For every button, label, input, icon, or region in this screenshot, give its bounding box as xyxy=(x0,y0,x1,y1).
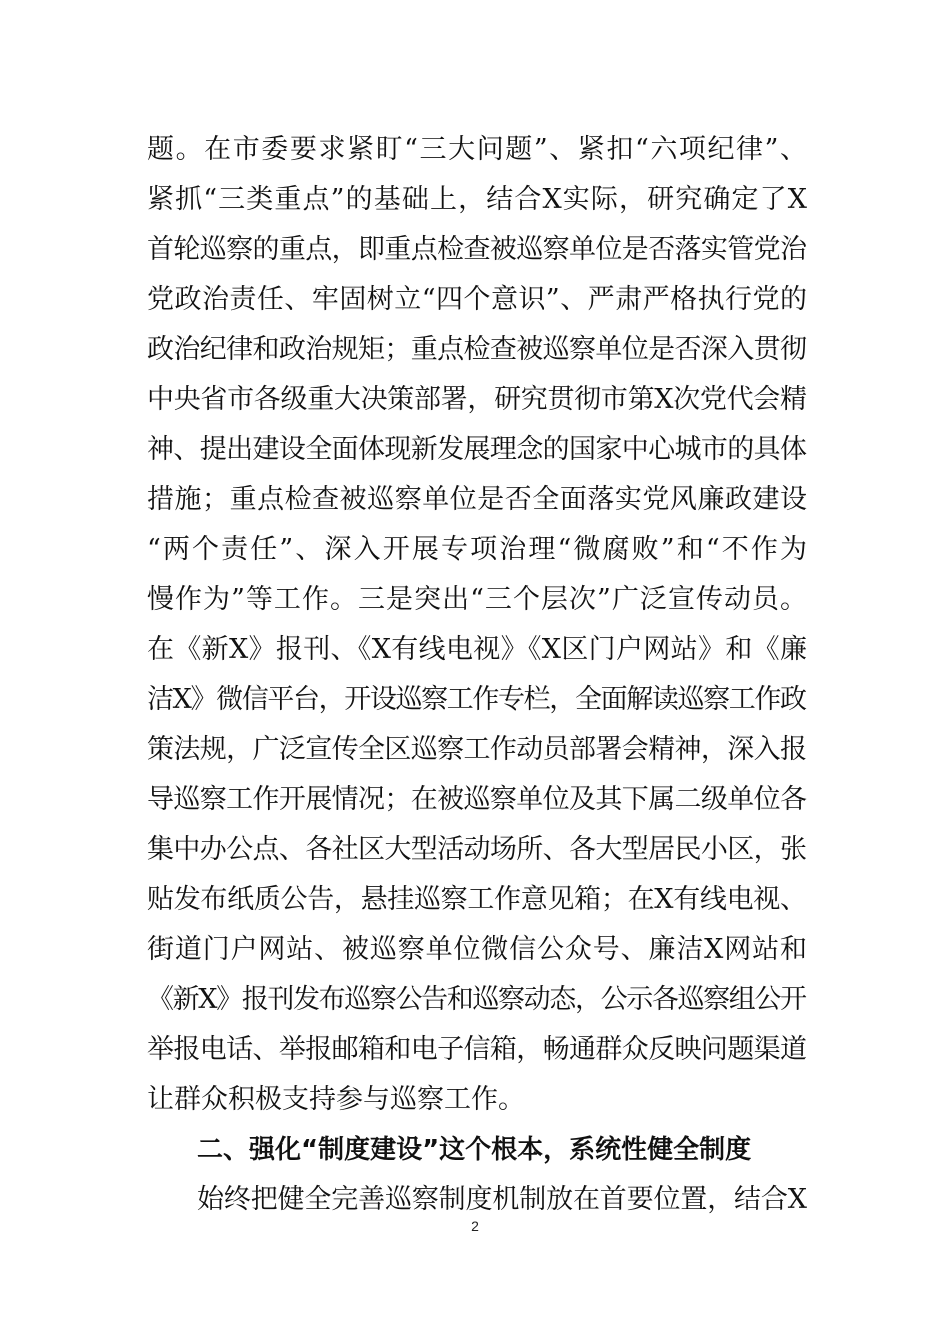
body-text-line: 首轮巡察的重点，即重点检查被巡察单位是否落实管党治 xyxy=(147,234,807,265)
body-text-line: 党政治责任、牢固树立“四个意识”、严肃严格执行党的 xyxy=(147,284,808,315)
body-text-line: 紧抓“三类重点”的基础上，结合X实际，研究确定了X xyxy=(147,184,809,215)
body-text-line: 政治纪律和政治规矩；重点检查被巡察单位是否深入贯彻 xyxy=(147,334,807,365)
body-text-line: 策法规，广泛宣传全区巡察工作动员部署会精神，深入报 xyxy=(147,734,807,765)
body-text-line: 洁X》微信平台，开设巡察工作专栏，全面解读巡察工作政 xyxy=(147,684,806,715)
body-text-line: 举报电话、举报邮箱和电子信箱，畅通群众反映问题渠道 xyxy=(147,1034,807,1065)
body-text-line: 街道门户网站、被巡察单位微信公众号、廉洁X网站和 xyxy=(147,934,808,965)
body-text-line: 集中办公点、各社区大型活动场所、各大型居民小区，张 xyxy=(147,834,807,865)
section-heading: 二、强化“制度建设”这个根本，系统性健全制度 xyxy=(197,1135,752,1165)
body-text-line: 《新X》报刊发布巡察公告和巡察动态，公示各巡察组公开 xyxy=(147,984,806,1015)
body-text-line: 神、提出建设全面体现新发展理念的国家中心城市的具体 xyxy=(147,434,807,465)
body-text-line: 始终把健全完善巡察制度机制放在首要位置，结合X xyxy=(197,1184,807,1215)
body-text-line: 中央省市各级重大决策部署，研究贯彻市第X次党代会精 xyxy=(147,384,807,415)
page-number: 2 xyxy=(471,1218,479,1234)
body-text-line: “两个责任”、深入开展专项治理“微腐败”和“不作为 xyxy=(147,534,810,565)
body-text-line: 措施；重点检查被巡察单位是否全面落实党风廉政建设 xyxy=(147,484,808,515)
body-text-line: 贴发布纸质公告，悬挂巡察工作意见箱；在X有线电视、 xyxy=(147,884,807,915)
body-text-line: 题。在市委要求紧盯“三大问题”、紧扣“六项纪律”、 xyxy=(147,134,809,165)
body-text-line: 在《新X》报刊、《X有线电视》《X区门户网站》和《廉 xyxy=(147,634,808,665)
body-text-line: 让群众积极支持参与巡察工作。 xyxy=(147,1084,525,1115)
body-text-line: 导巡察工作开展情况；在被巡察单位及其下属二级单位各 xyxy=(147,784,807,815)
body-text-line: 慢作为”等工作。三是突出“三个层次”广泛宣传动员。 xyxy=(147,584,809,615)
